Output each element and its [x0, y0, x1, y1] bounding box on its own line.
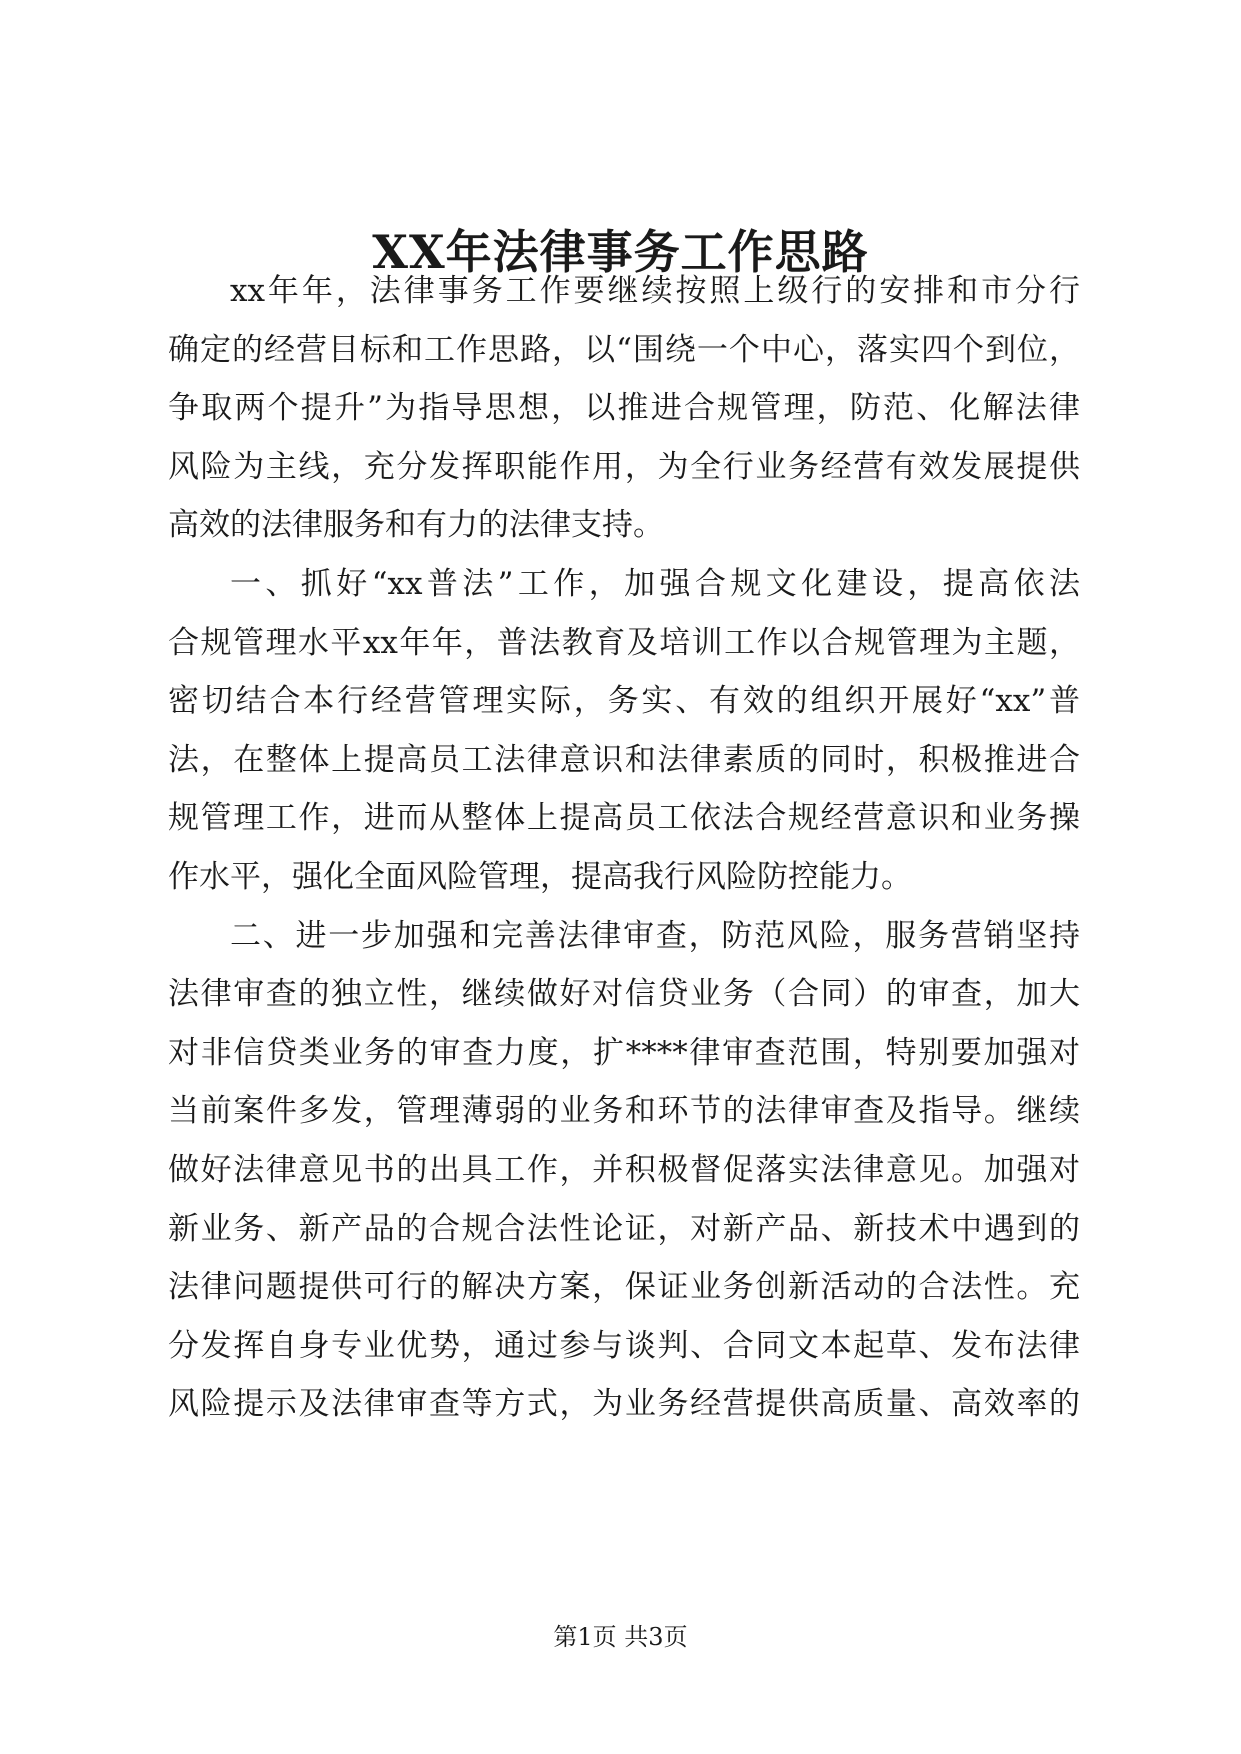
body-text-line: 密切结合本行经营管理实际，务实、有效的组织开展好“xx”普: [168, 683, 1080, 720]
document-body: [168, 262, 1080, 1434]
body-text-line: 风险提示及法律审查等方式，为业务经营提供高质量、高效率的: [168, 1386, 1080, 1423]
body-text-line: 做好法律意见书的出具工作，并积极督促落实法律意见。加强对: [168, 1151, 1080, 1188]
body-text-line: 确定的经营目标和工作思路，以“围绕一个中心，落实四个到位，: [168, 331, 1080, 368]
body-text-line: 新业务、新产品的合规合法性论证，对新产品、新技术中遇到的: [168, 1210, 1080, 1247]
body-text-line: 对非信贷类业务的审查力度，扩****律审查范围，特别要加强对: [168, 1034, 1080, 1071]
body-text-line: 法律问题提供可行的解决方案，保证业务创新活动的合法性。充: [168, 1269, 1080, 1306]
body-text-line: xx年年，法律事务工作要继续按照上级行的安排和市分行: [230, 273, 1080, 309]
body-text-line: 争取两个提升”为指导思想，以推进合规管理，防范、化解法律: [168, 390, 1080, 427]
body-text-line: 合规管理水平xx年年，普法教育及培训工作以合规管理为主题，: [168, 624, 1080, 661]
body-text-line: 分发挥自身专业优势，通过参与谈判、合同文本起草、发布法律: [168, 1327, 1080, 1364]
body-text-line: 法，在整体上提高员工法律意识和法律素质的同时，积极推进合: [168, 741, 1080, 778]
body-text-line: 当前案件多发，管理薄弱的业务和环节的法律审查及指导。继续: [168, 1093, 1080, 1130]
document-title: XX年法律事务工作思路: [372, 225, 869, 279]
body-text-line: 高效的法律服务和有力的法律支持。: [168, 507, 664, 544]
body-text-line: 作水平，强化全面风险管理，提高我行风险防控能力。: [168, 858, 912, 895]
body-text-line: 风险为主线，充分发挥职能作用，为全行业务经营有效发展提供: [168, 448, 1080, 485]
body-text-line: 一、抓好“xx普法”工作，加强合规文化建设，提高依法: [230, 565, 1080, 602]
page-number-footer: 第1页 共3页: [553, 1623, 688, 1651]
body-text-line: 二、进一步加强和完善法律审查，防范风险，服务营销坚持: [230, 917, 1080, 954]
body-text-line: 法律审查的独立性，继续做好对信贷业务（合同）的审查，加大: [168, 976, 1080, 1013]
body-text-line: 规管理工作，进而从整体上提高员工依法合规经营意识和业务操: [168, 800, 1080, 837]
